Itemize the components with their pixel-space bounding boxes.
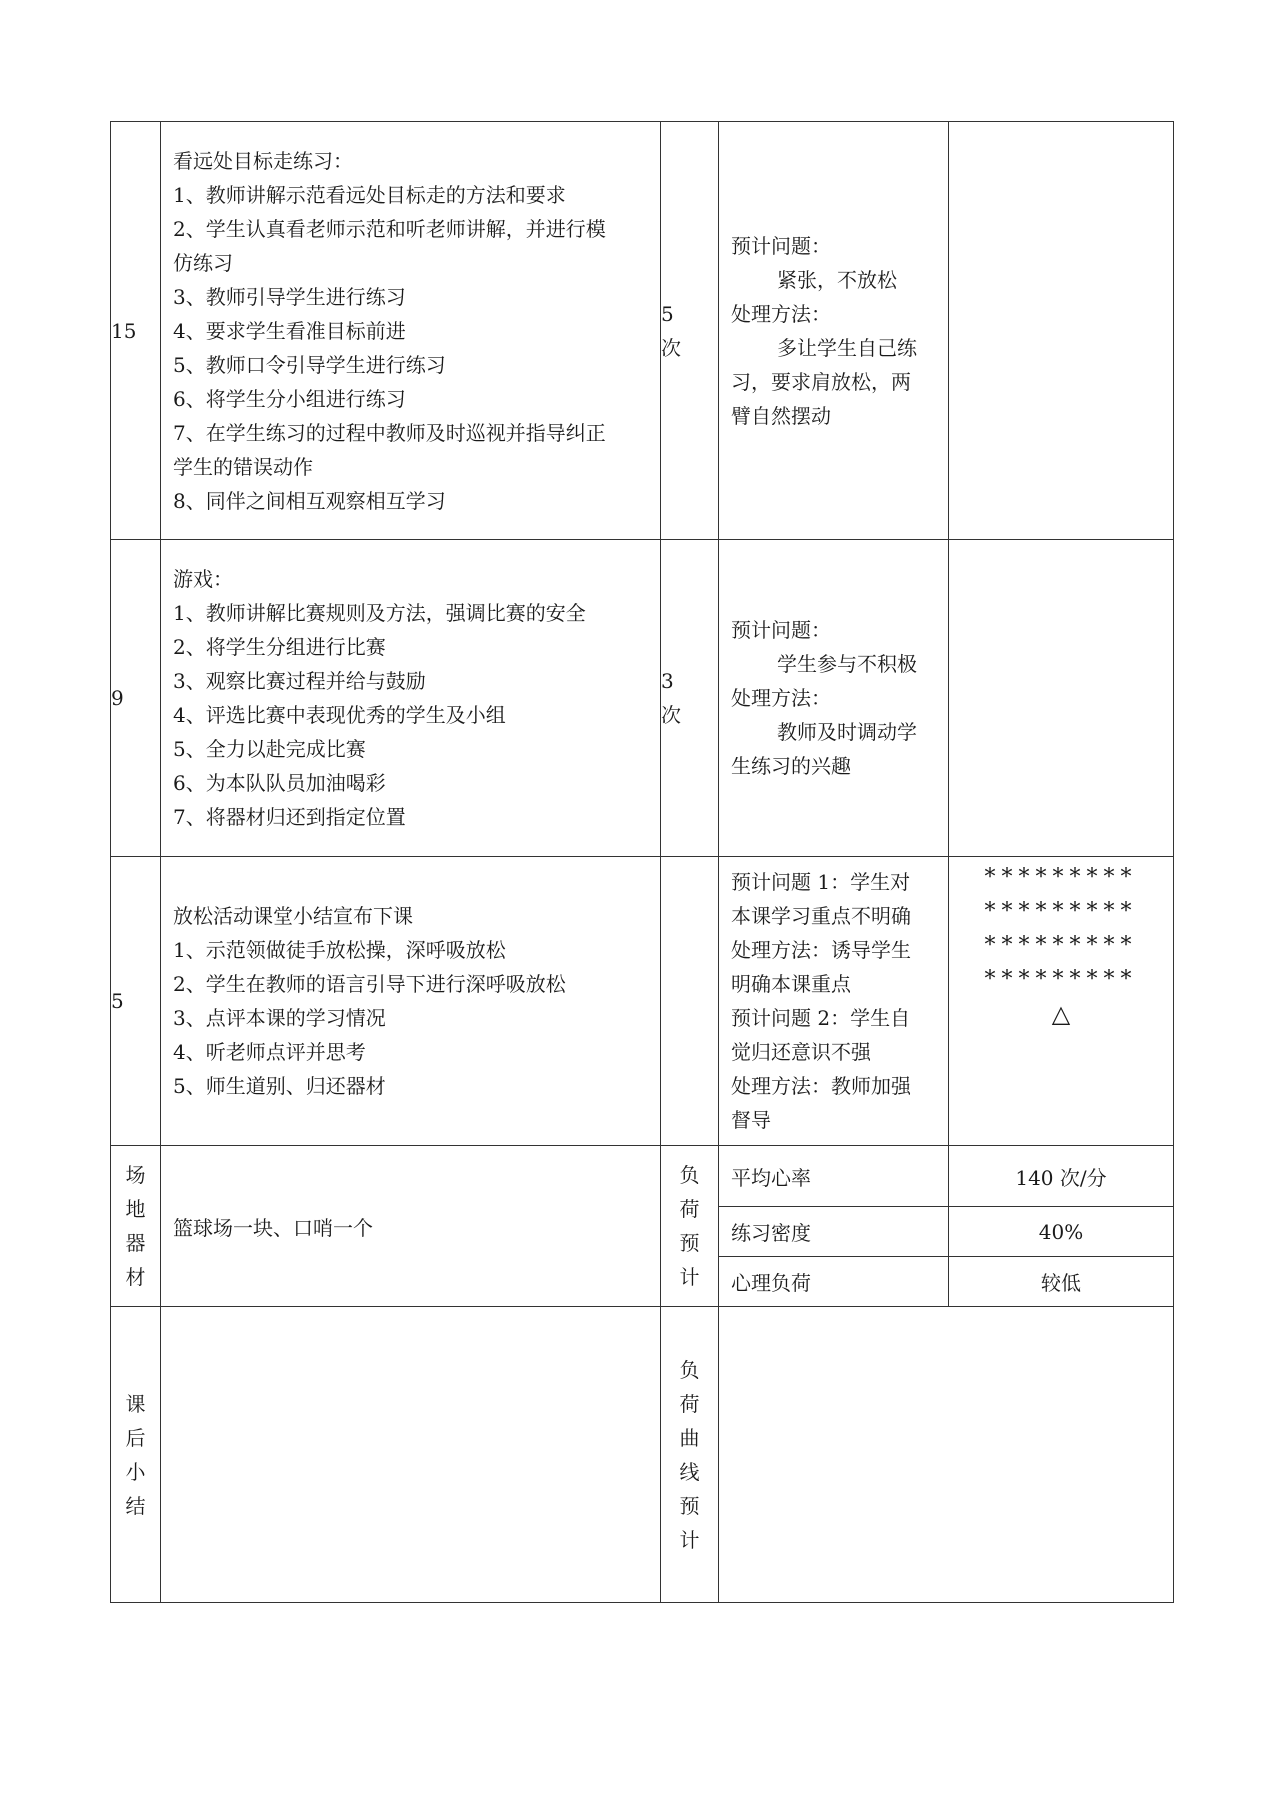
method-line: 习，要求肩放松，两 xyxy=(731,369,911,394)
method-label: 处理方法： xyxy=(731,301,831,326)
content-line: 4、评选比赛中表现优秀的学生及小组 xyxy=(173,703,506,727)
method-line: 多让学生自己练 xyxy=(777,335,917,360)
content-cell xyxy=(161,540,661,857)
content-line: 3、点评本课的学习情况 xyxy=(173,1006,386,1030)
count-cell xyxy=(661,122,719,540)
content-line: 5、师生道别、归还器材 xyxy=(173,1074,386,1098)
time-cell: 5 xyxy=(111,857,161,1146)
content-line: 看远处目标走练习： xyxy=(173,148,353,173)
problem-text: 学生参与不积极 xyxy=(777,652,917,676)
content-line: 1、示范领做徒手放松操，深呼吸放松 xyxy=(173,938,506,962)
count-cell xyxy=(661,857,719,1146)
method-line: 教师及时调动学 xyxy=(777,720,917,744)
content-line: 2、将学生分组进行比赛 xyxy=(173,635,386,659)
content-line: 3、观察比赛过程并给与鼓励 xyxy=(173,669,426,693)
content-line: 1、教师讲解示范看远处目标走的方法和要求 xyxy=(173,182,566,207)
equipment-row xyxy=(111,1146,1174,1207)
content-cell xyxy=(161,122,661,540)
content-line: 4、要求学生看准目标前进 xyxy=(173,318,406,343)
content-line: 2、学生在教师的语言引导下进行深呼吸放松 xyxy=(173,972,566,996)
equipment-label: 场 地 器 材 xyxy=(111,1146,161,1307)
formation-cell xyxy=(949,857,1174,1146)
count-unit: 次 xyxy=(661,703,681,727)
content-line: 7、将器材归还到指定位置 xyxy=(173,805,406,829)
count-number: 5 xyxy=(661,301,674,326)
count-number: 3 xyxy=(661,669,674,693)
summary-label: 课 后 小 结 xyxy=(111,1307,161,1603)
metric-value: 140 次/分 xyxy=(949,1146,1174,1207)
method-line: 生练习的兴趣 xyxy=(731,754,851,778)
content-line: 2、学生认真看老师示范和听老师讲解，并进行模 xyxy=(173,216,606,241)
note-line: 预计问题 2：学生自 xyxy=(731,1006,911,1030)
student-row: ********* xyxy=(984,899,1138,924)
load-estimate-label: 负 荷 预 计 xyxy=(661,1146,719,1307)
count-cell xyxy=(661,540,719,857)
content-line: 4、听老师点评并思考 xyxy=(173,1040,366,1064)
notes-cell xyxy=(719,540,949,857)
note-line: 预计问题 1：学生对 xyxy=(731,870,911,894)
note-line: 本课学习重点不明确 xyxy=(731,904,911,928)
equipment-text: 篮球场一块、口哨一个 xyxy=(161,1146,661,1307)
note-line: 督导 xyxy=(731,1108,771,1132)
time-cell: 9 xyxy=(111,540,161,857)
content-line: 5、全力以赴完成比赛 xyxy=(173,737,366,761)
content-line: 7、在学生练习的过程中教师及时巡视并指导纠正 xyxy=(173,420,606,445)
content-line: 3、教师引导学生进行练习 xyxy=(173,284,406,309)
content-cell xyxy=(161,857,661,1146)
table-row xyxy=(111,857,1174,1146)
problem-text: 紧张，不放松 xyxy=(777,267,897,292)
method-label: 处理方法： xyxy=(731,686,831,710)
time-cell: 15 xyxy=(111,122,161,540)
content-line: 放松活动课堂小结宣布下课 xyxy=(173,904,413,928)
formation-cell xyxy=(949,540,1174,857)
table-row xyxy=(111,122,1174,540)
table-row xyxy=(111,540,1174,857)
student-row: ********* xyxy=(984,865,1138,890)
content-line: 学生的错误动作 xyxy=(173,454,313,479)
metric-value: 40% xyxy=(949,1207,1174,1257)
metric-label: 平均心率 xyxy=(719,1146,949,1207)
content-line: 仿练习 xyxy=(173,250,233,275)
content-line: 6、为本队队员加油喝彩 xyxy=(173,771,386,795)
summary-row xyxy=(111,1307,1174,1603)
problem-label: 预计问题： xyxy=(731,618,831,642)
formation-cell xyxy=(949,122,1174,540)
content-line: 1、教师讲解比赛规则及方法，强调比赛的安全 xyxy=(173,601,586,625)
metric-value: 较低 xyxy=(949,1257,1174,1307)
content-line: 8、同伴之间相互观察相互学习 xyxy=(173,488,446,513)
load-curve-area xyxy=(719,1307,1174,1603)
note-line: 明确本课重点 xyxy=(731,972,851,996)
lesson-plan-table xyxy=(110,121,1174,1603)
student-row: ********* xyxy=(984,967,1138,992)
teacher-triangle-icon: △ xyxy=(1051,1000,1071,1028)
note-line: 处理方法：诱导学生 xyxy=(731,938,911,962)
summary-content xyxy=(161,1307,661,1603)
formation-diagram xyxy=(949,857,1173,1031)
content-line: 游戏： xyxy=(173,567,233,591)
method-line: 臂自然摆动 xyxy=(731,403,831,428)
load-curve-label: 负 荷 曲 线 预 计 xyxy=(661,1307,719,1603)
count-unit: 次 xyxy=(661,335,681,360)
metric-label: 练习密度 xyxy=(719,1207,949,1257)
notes-cell xyxy=(719,122,949,540)
note-line: 觉归还意识不强 xyxy=(731,1040,871,1064)
content-line: 6、将学生分小组进行练习 xyxy=(173,386,406,411)
problem-label: 预计问题： xyxy=(731,233,831,258)
notes-cell xyxy=(719,857,949,1146)
metric-label: 心理负荷 xyxy=(719,1257,949,1307)
note-line: 处理方法：教师加强 xyxy=(731,1074,911,1098)
student-row: ********* xyxy=(984,933,1138,958)
content-line: 5、教师口令引导学生进行练习 xyxy=(173,352,446,377)
